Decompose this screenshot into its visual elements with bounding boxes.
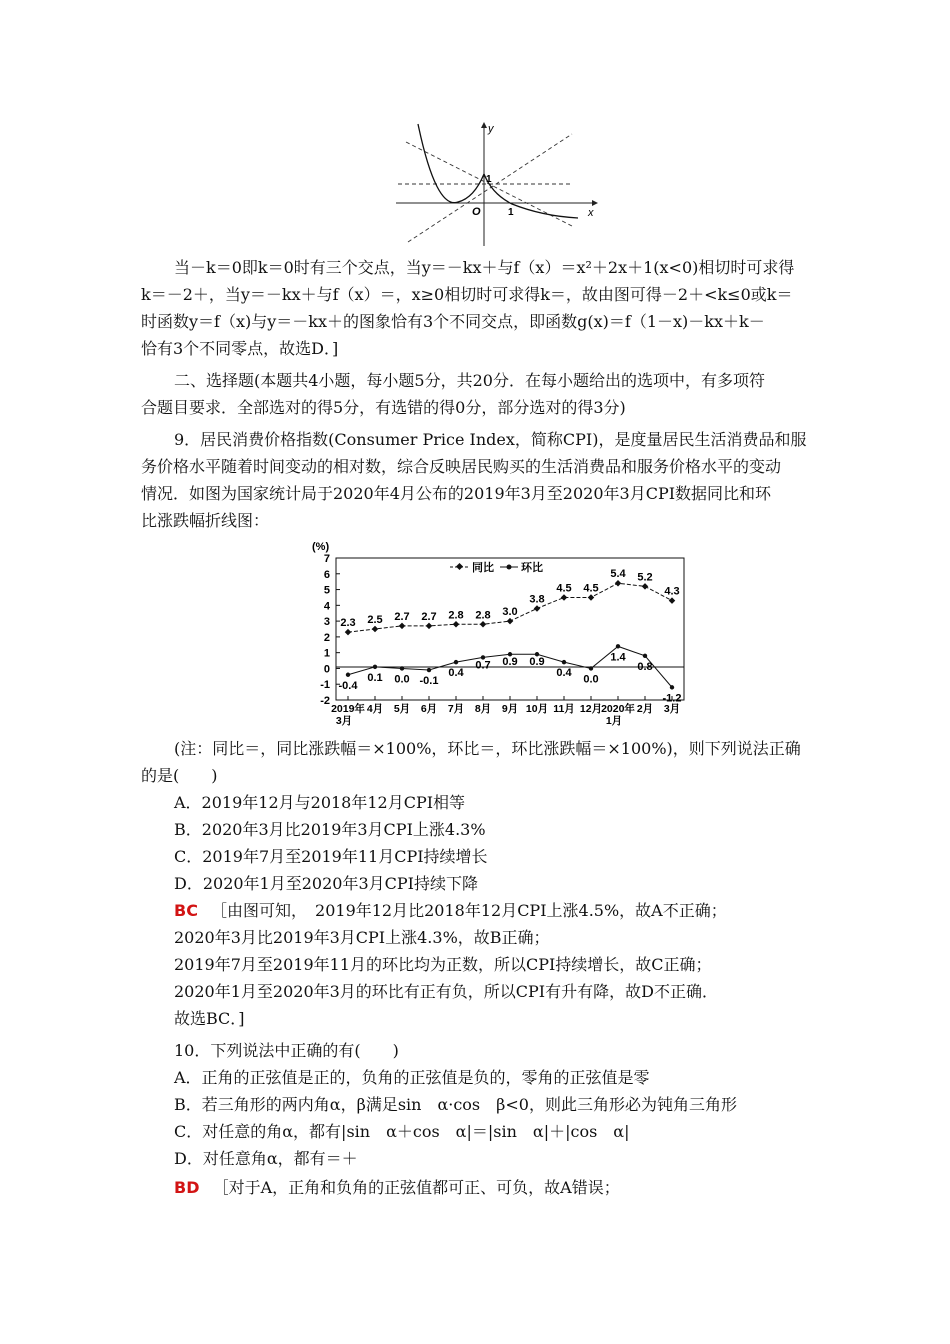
curve-right [484, 174, 578, 218]
huanbi-point [589, 666, 593, 670]
q9-option-c: C．2019年7月至2019年11月CPI持续增长 [174, 847, 488, 866]
tongbi-point [534, 605, 541, 612]
q10-answer-key: BD [174, 1178, 200, 1197]
tongbi-point [480, 621, 487, 628]
huanbi-data-label: 0.1 [367, 671, 383, 684]
huanbi-point [427, 668, 431, 672]
tongbi-point [453, 621, 460, 628]
prev-solution-line-2: k＝－2＋，当y＝－kx＋与f（x）＝，x≥0相切时可求得k＝，故由图可得－2＋<k≤0或k＝ [141, 285, 793, 304]
y-tick-label: 7 [323, 553, 330, 565]
x-tick-label: 4月 [366, 703, 384, 715]
q9-answer-line-4: 2020年1月至2020年3月的环比有正有负，所以CPI有升有降，故D不正确． [174, 982, 718, 1001]
tongbi-data-label: 4.5 [556, 582, 572, 595]
y-tick-label: 0 [323, 663, 330, 676]
huanbi-data-label: 0.0 [394, 673, 410, 686]
legend-tongbi: 同比 [472, 562, 494, 574]
tongbi-data-label: 3.8 [529, 593, 545, 606]
x-tick-sublabel: 3月 [335, 715, 353, 727]
tongbi-data-label: 2.7 [421, 610, 437, 623]
huanbi-data-label: 0.9 [529, 656, 545, 669]
tongbi-data-label: 5.2 [637, 571, 653, 584]
chart-series [339, 568, 682, 704]
huanbi-data-label: 0.4 [556, 667, 572, 680]
q9-option-a: A．2019年12月与2018年12月CPI相等 [174, 793, 466, 812]
huanbi-data-label: 1.4 [610, 651, 626, 664]
y-tick-label: -2 [320, 695, 330, 707]
huanbi-point [670, 685, 674, 689]
tongbi-data-label: 2.3 [340, 617, 356, 630]
x-tick-label: 2月 [636, 703, 654, 715]
legend-huanbi: 环比 [521, 562, 543, 574]
q10-option-d: D．对任意角α，都有＝＋ [174, 1149, 358, 1168]
chart-unit-label: (%) [312, 541, 330, 553]
x-tick-label: 12月 [579, 703, 603, 715]
tongbi-point [588, 594, 595, 601]
y-tick-label: 5 [323, 584, 330, 597]
huanbi-data-label: 0.8 [637, 660, 653, 673]
tongbi-point [372, 626, 379, 633]
huanbi-point [373, 665, 377, 669]
q9-line-4: 比涨跌幅折线图： [141, 511, 270, 530]
q10-stem: 10．下列说法中正确的有( ) [174, 1041, 399, 1060]
x-tick-label: 3月 [663, 703, 681, 715]
huanbi-point [562, 660, 566, 664]
q9-answer-line-3: 2019年7月至2019年11月的环比均为正数，所以CPI持续增长，故C正确； [174, 955, 712, 974]
x-tick-label: 2020年 [601, 703, 635, 715]
q10-option-b: B．若三角形的两内角α，β满足sin α·cos β<0，则此三角形必为钝角三角形 [174, 1095, 737, 1114]
x-tick-label: 10月 [525, 703, 549, 715]
prev-solution-line-3: 时函数y＝f（x)与y＝－kx＋的图象恰有3个不同交点，即函数g(x)＝f（1－x)－kx＋k－ [141, 312, 765, 331]
graph-label-y: y [488, 123, 494, 135]
q10-answer-text: ［对于A，正角和负角的正弦值都可正、可负，故A错误； [212, 1178, 620, 1197]
x-tick-label: 9月 [501, 703, 519, 715]
tongbi-data-label: 2.8 [448, 609, 464, 622]
huanbi-point [643, 654, 647, 658]
q9-option-b: B．2020年3月比2019年3月CPI上涨4.3% [174, 820, 486, 839]
tongbi-data-label: 3.0 [502, 606, 518, 619]
section2-line-2: 合题目要求．全部选对的得5分，有选错的得0分，部分选对的得3分) [141, 398, 626, 417]
dashed-tangent-right [408, 134, 572, 242]
graph-label-origin: O [472, 206, 481, 218]
y-tick-label: 6 [323, 568, 330, 581]
tongbi-data-label: 4.5 [583, 582, 599, 595]
q9-line-1: 9．居民消费价格指数(Consumer Price Index，简称CPI)，是度量居民生活消费品和服 [174, 430, 807, 449]
q9-option-d: D．2020年1月至2020年3月CPI持续下降 [174, 874, 478, 893]
cpi-chart [300, 534, 690, 732]
q9-note-line-1: (注：同比＝，同比涨跌幅＝×100%，环比＝，环比涨跌幅＝×100%)，则下列说法正确 [174, 739, 801, 758]
prev-solution-line-4: 恰有3个不同零点，故选D．] [141, 339, 339, 358]
tongbi-point [345, 629, 352, 636]
tongbi-point [642, 583, 649, 590]
huanbi-data-label: 0.4 [448, 667, 464, 680]
tongbi-point [615, 580, 622, 587]
tongbi-point [561, 594, 568, 601]
x-tick-label: 8月 [474, 703, 492, 715]
chart-legend [450, 560, 543, 574]
q9-answer-line-5: 故选BC．] [174, 1009, 245, 1028]
chart-plot-frame [336, 558, 684, 700]
q10-option-c: C．对任意的角α，都有|sin α＋cos α|＝|sin α|＋|cos α| [174, 1122, 630, 1141]
x-tick-label: 2019年 [331, 703, 365, 715]
huanbi-point [400, 666, 404, 670]
huanbi-data-label: -1.2 [662, 692, 682, 705]
tongbi-point [426, 623, 433, 630]
tongbi-point [669, 597, 676, 604]
huanbi-data-label: -0.1 [419, 675, 439, 688]
q9-answer-line-1 [174, 900, 727, 922]
q9-answer-key: BC [174, 901, 198, 920]
q9-note-line-2: 的是( ) [141, 766, 218, 785]
tongbi-data-label: 5.4 [610, 568, 626, 581]
prev-solution-line-1: 当－k＝0即k＝0时有三个交点，当y＝－kx＋与f（x）＝x²＋2x＋1(x<0)相切时可求得 [174, 258, 795, 277]
x-tick-label: 7月 [447, 703, 465, 715]
graph-label-one-x: 1 [508, 207, 514, 218]
x-tick-label: 11月 [553, 703, 575, 715]
function-graph [392, 120, 602, 250]
section2-line-1: 二、选择题(本题共4小题，每小题5分，共20分．在每小题给出的选项中，有多项符 [174, 371, 765, 390]
x-tick-sublabel: 1月 [605, 715, 623, 727]
huanbi-point [454, 660, 458, 664]
y-tick-label: 1 [323, 647, 330, 660]
chart-y-axis [320, 553, 340, 707]
q9-answer-line-2: 2020年3月比2019年3月CPI上涨4.3%，故B正确； [174, 928, 550, 947]
huanbi-data-label: 0.7 [475, 659, 491, 672]
x-tick-label: 5月 [393, 703, 411, 715]
y-tick-label: 2 [323, 631, 330, 644]
y-tick-label: 3 [323, 616, 330, 629]
huanbi-data-label: 0.9 [502, 656, 518, 669]
graph-label-one-axis: 1 [486, 174, 492, 185]
tongbi-data-label: 2.8 [475, 609, 491, 622]
tongbi-point [507, 618, 514, 625]
y-tick-label: -1 [320, 679, 330, 692]
chart-x-axis [331, 696, 680, 727]
q9-line-2: 务价格水平随着时间变动的相对数，综合反映居民购买的生活消费品和服务价格水平的变动 [141, 457, 782, 476]
tongbi-data-label: 4.3 [664, 585, 680, 598]
q9-answer-text: ［由图可知， 2019年12月比2018年12月CPI上涨4.5%，故A不正确； [211, 901, 727, 920]
tongbi-data-label: 2.5 [367, 614, 383, 626]
huanbi-point [346, 673, 350, 677]
huanbi-point [616, 644, 620, 648]
huanbi-data-label: -0.4 [338, 679, 358, 692]
tongbi-data-label: 2.7 [394, 610, 410, 623]
tongbi-point [399, 623, 406, 630]
q10-answer-line-1 [174, 1177, 620, 1199]
graph-label-x: x [588, 207, 594, 219]
curve-parabola [418, 124, 484, 203]
x-tick-label: 6月 [420, 703, 438, 715]
q9-line-3: 情况．如图为国家统计局于2020年4月公布的2019年3月至2020年3月CPI数据同比和环 [141, 484, 772, 503]
q10-option-a: A．正角的正弦值是正的，负角的正弦值是负的，零角的正弦值是零 [174, 1068, 650, 1087]
huanbi-data-label: 0.0 [583, 673, 599, 686]
y-tick-label: 4 [323, 600, 330, 613]
